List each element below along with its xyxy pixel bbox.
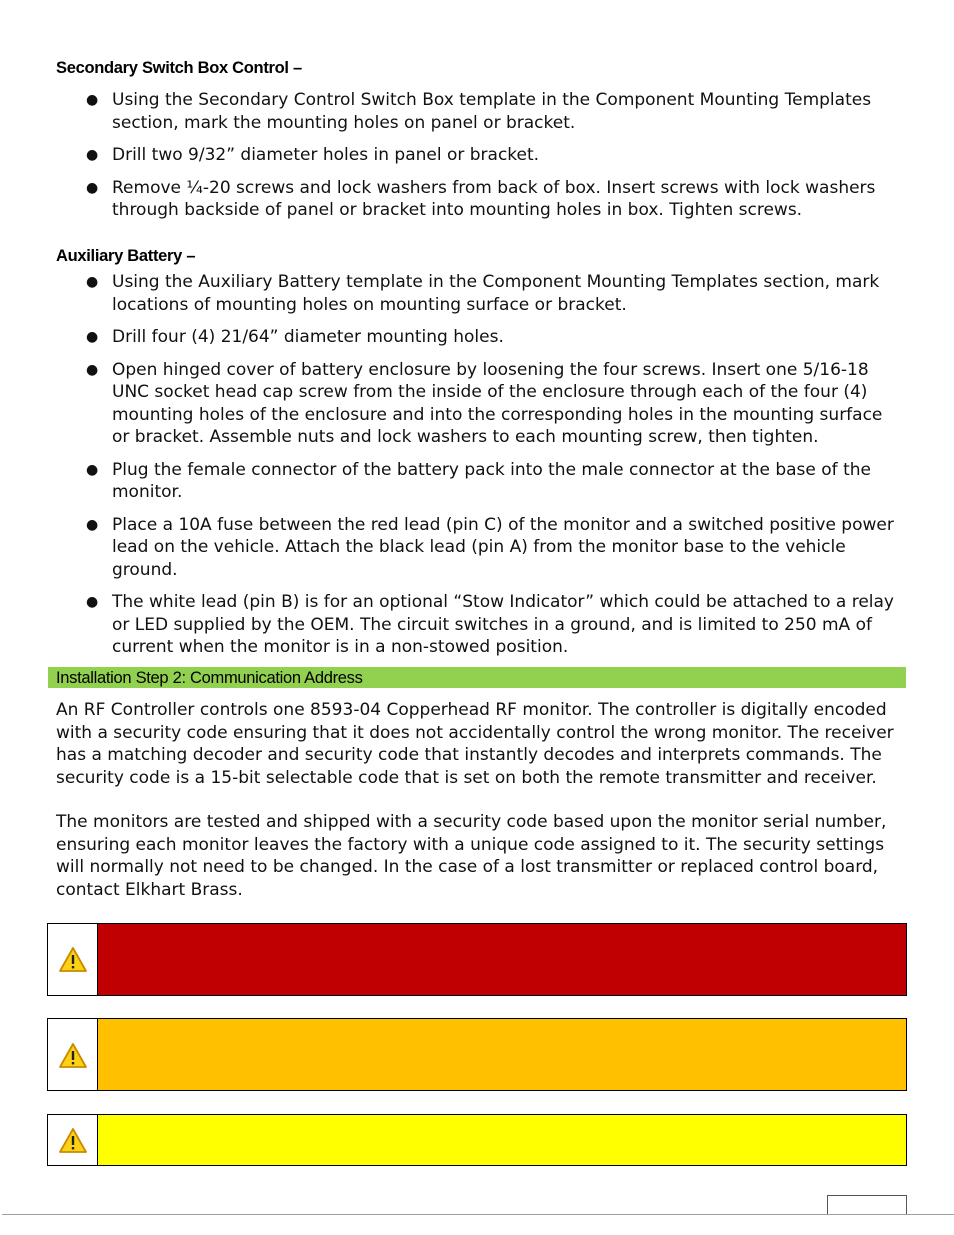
- list-item-text: Place a 10A fuse between the red lead (pin C) of the monitor and a switched positive power lead on the vehicle. Attach the black lead (pin A) from the monitor base to the vehicle ground.: [112, 514, 894, 580]
- warning-triangle-icon: [58, 946, 88, 973]
- step-2-heading: Installation Step 2: Communication Address: [56, 669, 363, 687]
- list-item-text: Using the Secondary Control Switch Box template in the Component Mounting Templates section, mark the mounting holes on panel or bracket.: [112, 90, 872, 133]
- list-item: [0, 326, 902, 349]
- list-item: [0, 89, 902, 134]
- list-item: [0, 459, 902, 504]
- bullet-icon: ●: [86, 179, 99, 196]
- auxiliary-battery-steps: [0, 271, 902, 659]
- bullet-icon: ●: [86, 147, 99, 163]
- bullet-icon: ●: [86, 361, 99, 378]
- page-number-tab: [827, 1195, 907, 1215]
- secondary-switch-box-steps: [0, 89, 902, 222]
- list-item-text: Drill four (4) 21/64” diameter mounting holes.: [112, 327, 504, 347]
- list-item: [0, 591, 902, 659]
- caution-alert-fill: [98, 1115, 906, 1165]
- warning-alert-box: [47, 1018, 907, 1091]
- step-2-heading-band: [48, 667, 906, 688]
- section-heading-auxiliary-battery: Auxiliary Battery –: [56, 247, 196, 265]
- list-item: [0, 514, 902, 582]
- bullet-icon: ●: [86, 516, 99, 533]
- list-item-text: Open hinged cover of battery enclosure by loosening the four screws. Insert one 5/16-18 UNC socket head cap screw from the inside of the enclosure through each of the four (4) mounting holes of the enclosure and into the corresponding holes in the mounting surface or bracket. Assemble nuts and lock washers to each mounting screw, then tighten.: [112, 359, 883, 447]
- danger-alert-box: [47, 923, 907, 996]
- section-heading-secondary-switch-box: Secondary Switch Box Control –: [56, 59, 302, 77]
- bullet-icon: ●: [86, 329, 99, 345]
- list-item: [0, 177, 902, 222]
- footer-divider: [2, 1214, 954, 1215]
- alert-icon-cell: [48, 924, 98, 995]
- communication-address-paragraph-1: An RF Controller controls one 8593-04 Copperhead RF monitor. The controller is digitally encoded with a security code ensuring that it does not accidentally control the wrong monitor. The receiver has a matching decoder and security code that instantly decodes and interprets commands. The security code is a 15-bit selectable code that is set on both the remote transmitter and receiver.: [56, 700, 894, 788]
- bullet-icon: ●: [86, 461, 99, 478]
- warning-triangle-icon: [58, 1127, 88, 1154]
- alert-icon-cell: [48, 1019, 98, 1090]
- bullet-icon: ●: [86, 92, 99, 108]
- list-item: [0, 359, 902, 449]
- list-item-text: Remove ¼-20 screws and lock washers from back of box. Insert screws with lock washers through backside of panel or bracket into mounting holes in box. Tighten screws.: [112, 177, 876, 220]
- communication-address-paragraph-2: The monitors are tested and shipped with a security code based upon the monitor serial number, ensuring each monitor leaves the factory with a unique code assigned to it. The security settings will normally not need to be changed. In the case of a lost transmitter or replaced control board, contact Elkhart Brass.: [56, 812, 887, 900]
- list-item-text: Using the Auxiliary Battery template in the Component Mounting Templates section, mark locations of mounting holes on mounting surface or bracket.: [112, 272, 880, 315]
- list-item-text: The white lead (pin B) is for an optional “Stow Indicator” which could be attached to a relay or LED supplied by the OEM. The circuit switches in a ground, and is limited to 250 mA of current when the monitor is in a non-stowed position.: [112, 592, 894, 657]
- list-item: [0, 144, 902, 167]
- bullet-icon: ●: [86, 594, 99, 610]
- bullet-icon: ●: [86, 274, 99, 290]
- caution-alert-box: [47, 1114, 907, 1166]
- alert-icon-cell: [48, 1115, 98, 1165]
- list-item-text: Plug the female connector of the battery pack into the male connector at the base of the monitor.: [112, 459, 871, 502]
- warning-triangle-icon: [58, 1042, 88, 1069]
- list-item-text: Drill two 9/32” diameter holes in panel or bracket.: [112, 145, 540, 165]
- danger-alert-fill: [98, 924, 906, 995]
- list-item: [0, 271, 902, 316]
- warning-alert-fill: [98, 1019, 906, 1090]
